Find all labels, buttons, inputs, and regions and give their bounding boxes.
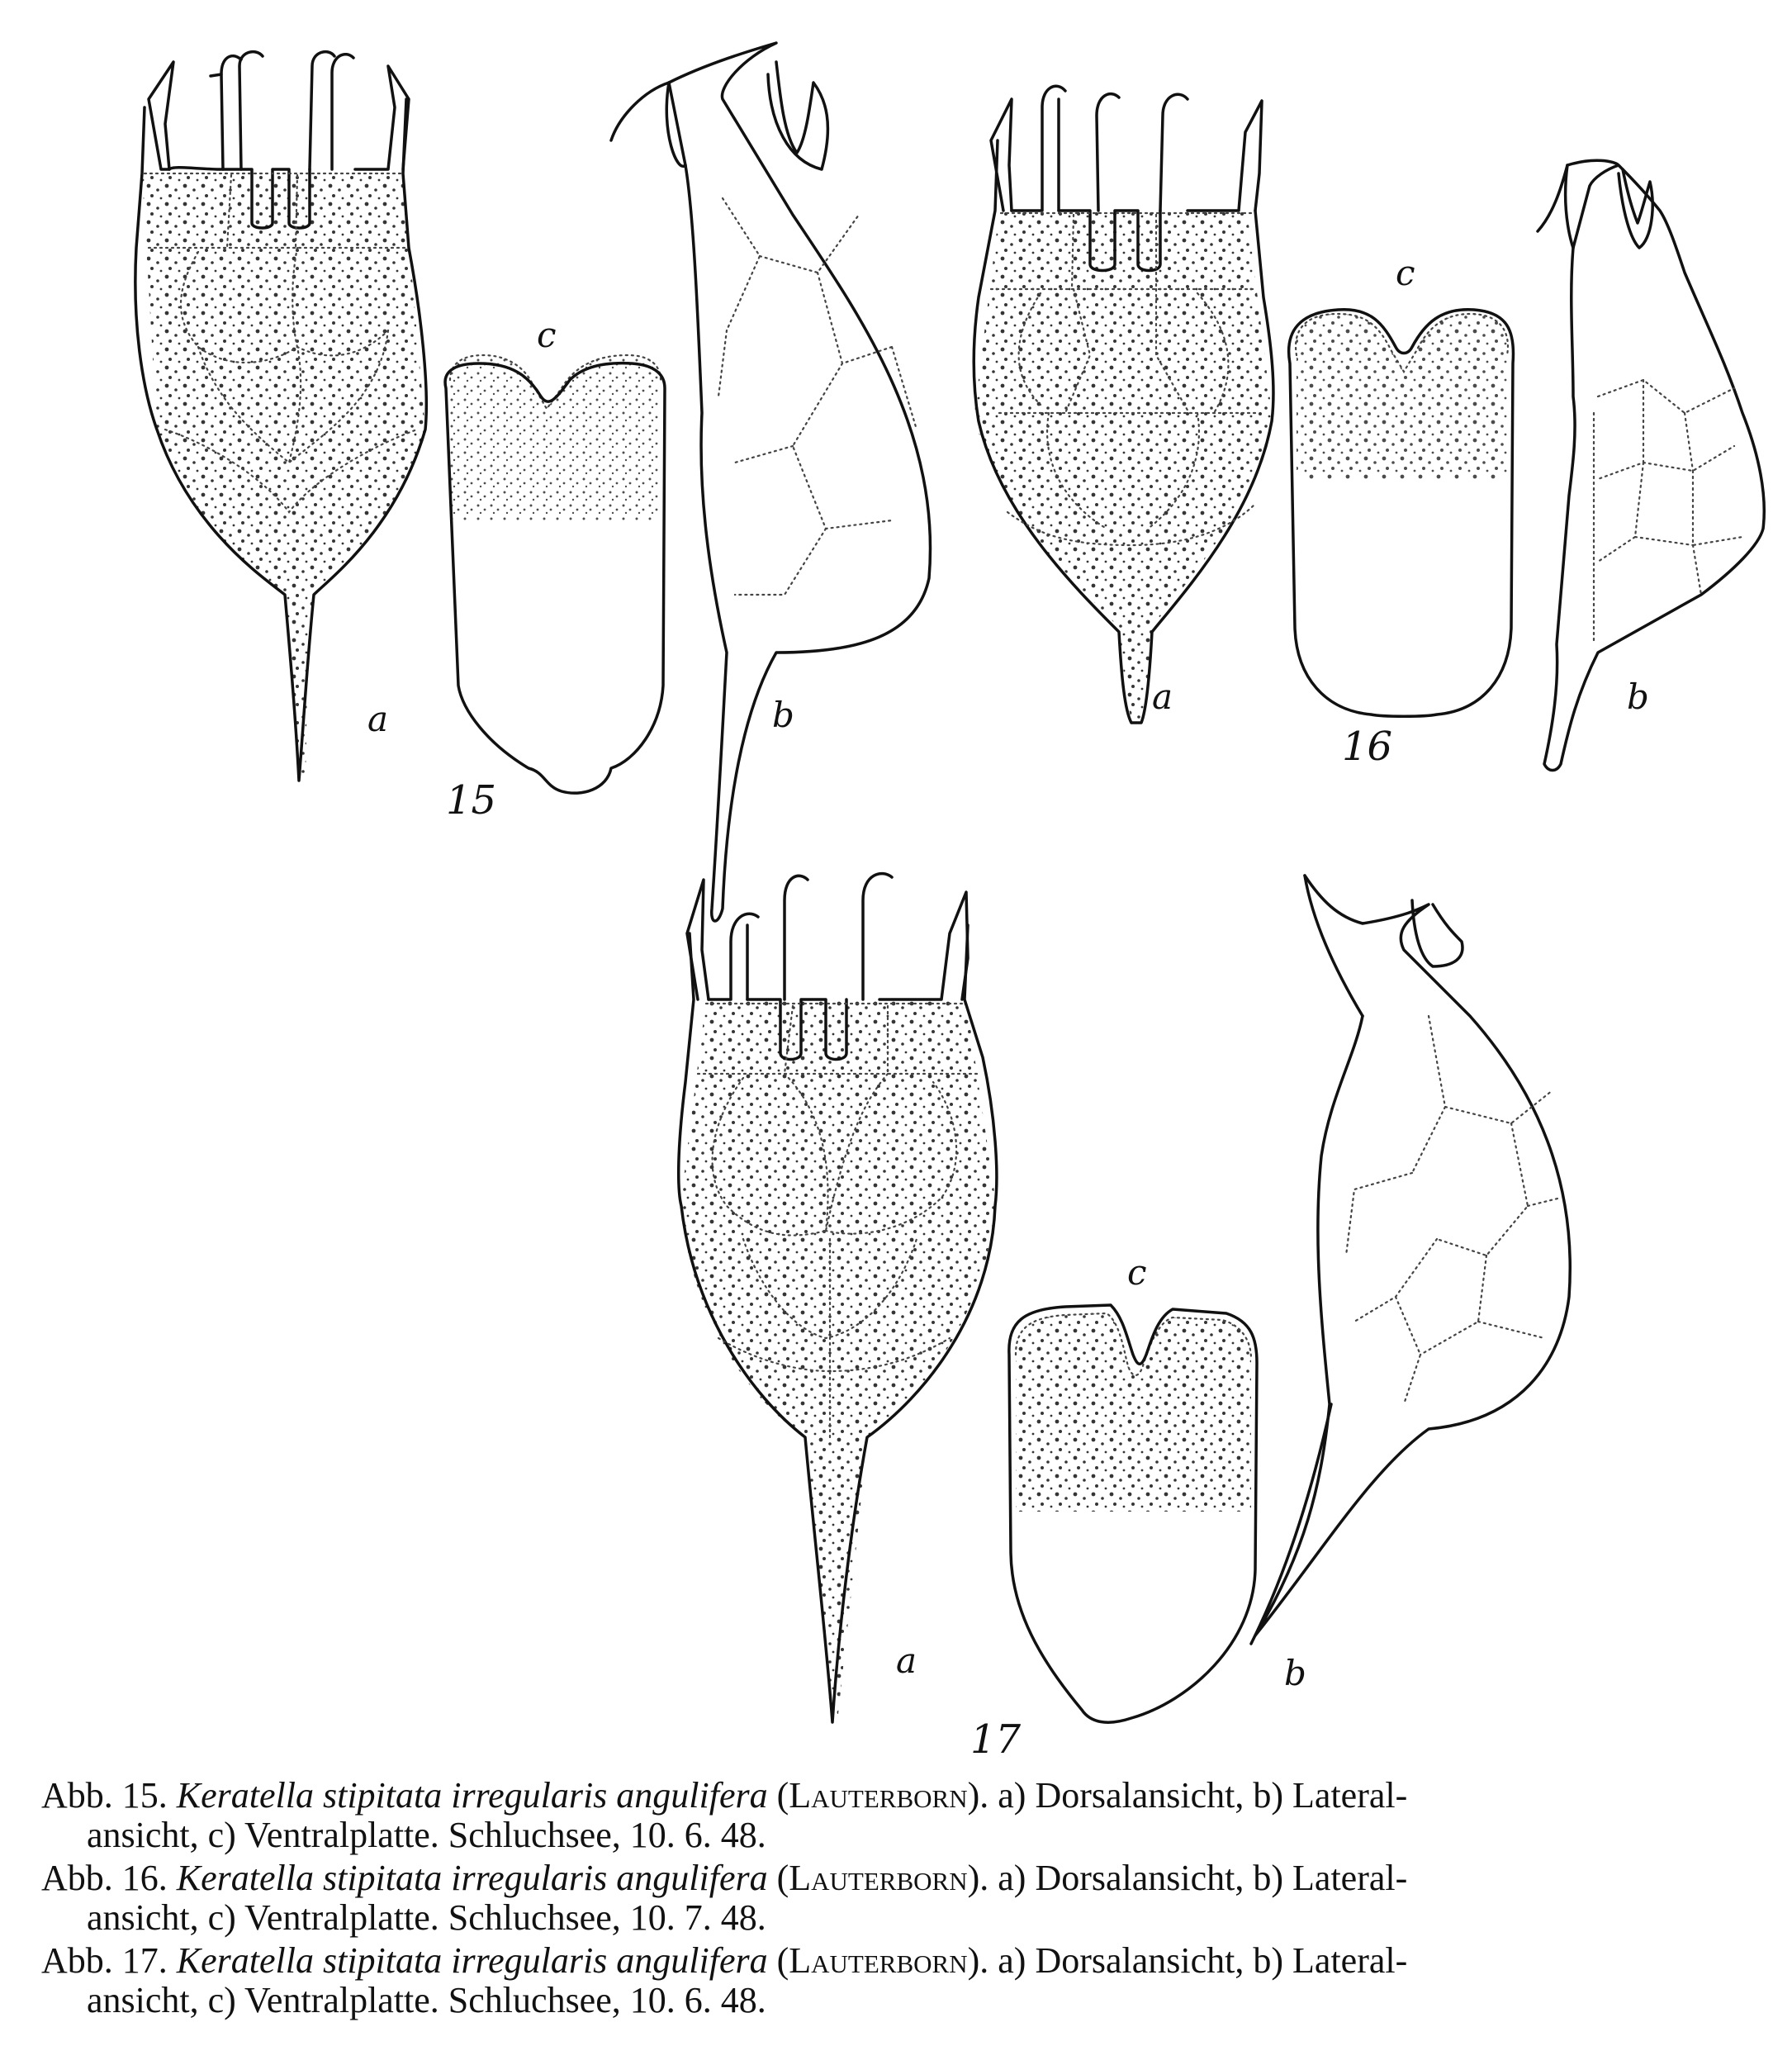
caption-views: a) Dorsalansicht, b) Lateral-	[998, 1858, 1408, 1898]
fig17-label-a: a	[896, 1640, 917, 1681]
fig15-label-b: b	[772, 695, 794, 735]
fig15-label-a: a	[367, 699, 389, 739]
caption-line	[41, 1776, 1759, 1816]
caption-continuation: ansicht, c) Ventralplatte. Schluchsee, 10. 6. 48.	[87, 1815, 766, 1855]
fig15-label-c: c	[537, 315, 557, 355]
fig17-dorsal-view	[679, 874, 997, 1722]
fig15-dorsal-view	[135, 52, 426, 781]
caption-author: (Lauterborn).	[776, 1940, 989, 1981]
caption-abb-15	[41, 1776, 1759, 1855]
caption-species-name: Keratella stipitata irregularis angulifera	[176, 1858, 768, 1898]
caption-author: (Lauterborn).	[776, 1775, 989, 1816]
caption-views: a) Dorsalansicht, b) Lateral-	[998, 1775, 1408, 1816]
caption-species-name: Keratella stipitata irregularis angulifera	[176, 1940, 768, 1981]
caption-continuation: ansicht, c) Ventralplatte. Schluchsee, 10. 6. 48.	[87, 1980, 766, 2020]
fig16-number: 16	[1342, 724, 1393, 770]
caption-abb-number: Abb. 15.	[41, 1775, 168, 1816]
fig17-ventral-plate	[1009, 1305, 1257, 1722]
caption-views: a) Dorsalansicht, b) Lateral-	[998, 1940, 1408, 1981]
fig17-label-c: c	[1127, 1252, 1147, 1293]
caption-abb-number: Abb. 16.	[41, 1858, 168, 1898]
caption-line	[41, 1941, 1759, 1981]
fig16-dorsal-view	[974, 86, 1273, 723]
fig15-ventral-plate	[445, 355, 665, 793]
figure-captions	[41, 1776, 1759, 2020]
fig17-label-b: b	[1284, 1653, 1306, 1693]
fig15-number: 15	[446, 777, 497, 824]
figure-17	[679, 874, 1571, 1763]
caption-continuation: ansicht, c) Ventralplatte. Schluchsee, 10. 7. 48.	[87, 1897, 766, 1938]
caption-species-name: Keratella stipitata irregularis angulifera	[176, 1775, 768, 1816]
figure-16	[974, 86, 1764, 770]
fig16-ventral-plate	[1289, 310, 1514, 717]
fig16-label-a: a	[1152, 676, 1173, 717]
caption-abb-17	[41, 1941, 1759, 2020]
fig16-lateral-view	[1538, 160, 1764, 770]
fig17-number: 17	[970, 1716, 1022, 1763]
fig16-label-b: b	[1627, 676, 1649, 717]
caption-abb-16	[41, 1858, 1759, 1938]
figure-15	[135, 43, 931, 921]
caption-abb-number: Abb. 17.	[41, 1940, 168, 1981]
caption-line	[41, 1858, 1759, 1898]
fig17-lateral-view	[1251, 876, 1570, 1644]
fig16-label-c: c	[1396, 253, 1415, 293]
caption-author: (Lauterborn).	[776, 1858, 989, 1898]
